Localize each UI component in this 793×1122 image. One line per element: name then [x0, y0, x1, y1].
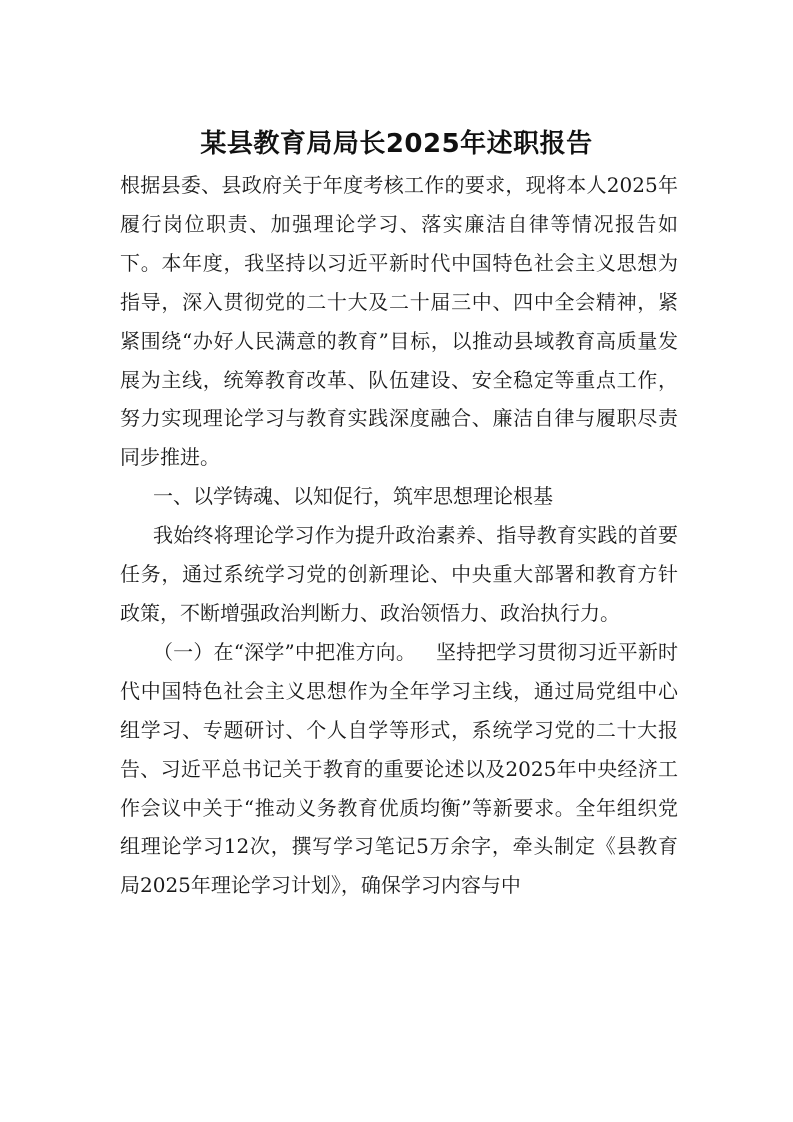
- section-1-paragraph: 我始终将理论学习作为提升政治素养、指导教育实践的首要任务，通过系统学习党的创新理论、中央重大部署和教育方针政策，不断增强政治判断力、政治领悟力、政治执行力。: [120, 523, 678, 625]
- section-heading-1: 一、以学铸魂、以知促行，筑牢思想理论根基: [153, 484, 553, 509]
- document-title: 某县教育局局长2025年述职报告: [200, 129, 593, 159]
- subsection-1-paragraph: [120, 633, 678, 905]
- subsection-heading-1: （一）在“深学”中把准方向。: [153, 639, 416, 664]
- intro-paragraph: 根据县委、县政府关于年度考核工作的要求，现将本人2025年履行岗位职责、加强理论学习、落实廉洁自律等情况报告如下。本年度，我坚持以习近平新时代中国特色社会主义思想为指导，深入贯彻党的二十大及二十届三中、四中全会精神，紧紧围绕“办好人民满意的教育”目标，以推动县域教育高质量发展为主线，统筹教育改革、队伍建设、安全稳定等重点工作，努力实现理论学习与教育实践深度融合、廉洁自律与履职尽责同步推进。: [120, 173, 678, 470]
- document-body: [120, 166, 678, 905]
- subsection-1-body: 坚持把学习贯彻习近平新时代中国特色社会主义思想作为全年学习主线，通过局党组中心组学习、专题研讨、个人自学等形式，系统学习党的二十大报告、习近平总书记关于教育的重要论述以及2025年中央经济工作会议中关于“推动义务教育优质均衡”等新要求。全年组织党组理论学习12次，撰写学习笔记5万余字，牵头制定《县教育局2025年理论学习计划》，确保学习内容与中: [120, 639, 679, 898]
